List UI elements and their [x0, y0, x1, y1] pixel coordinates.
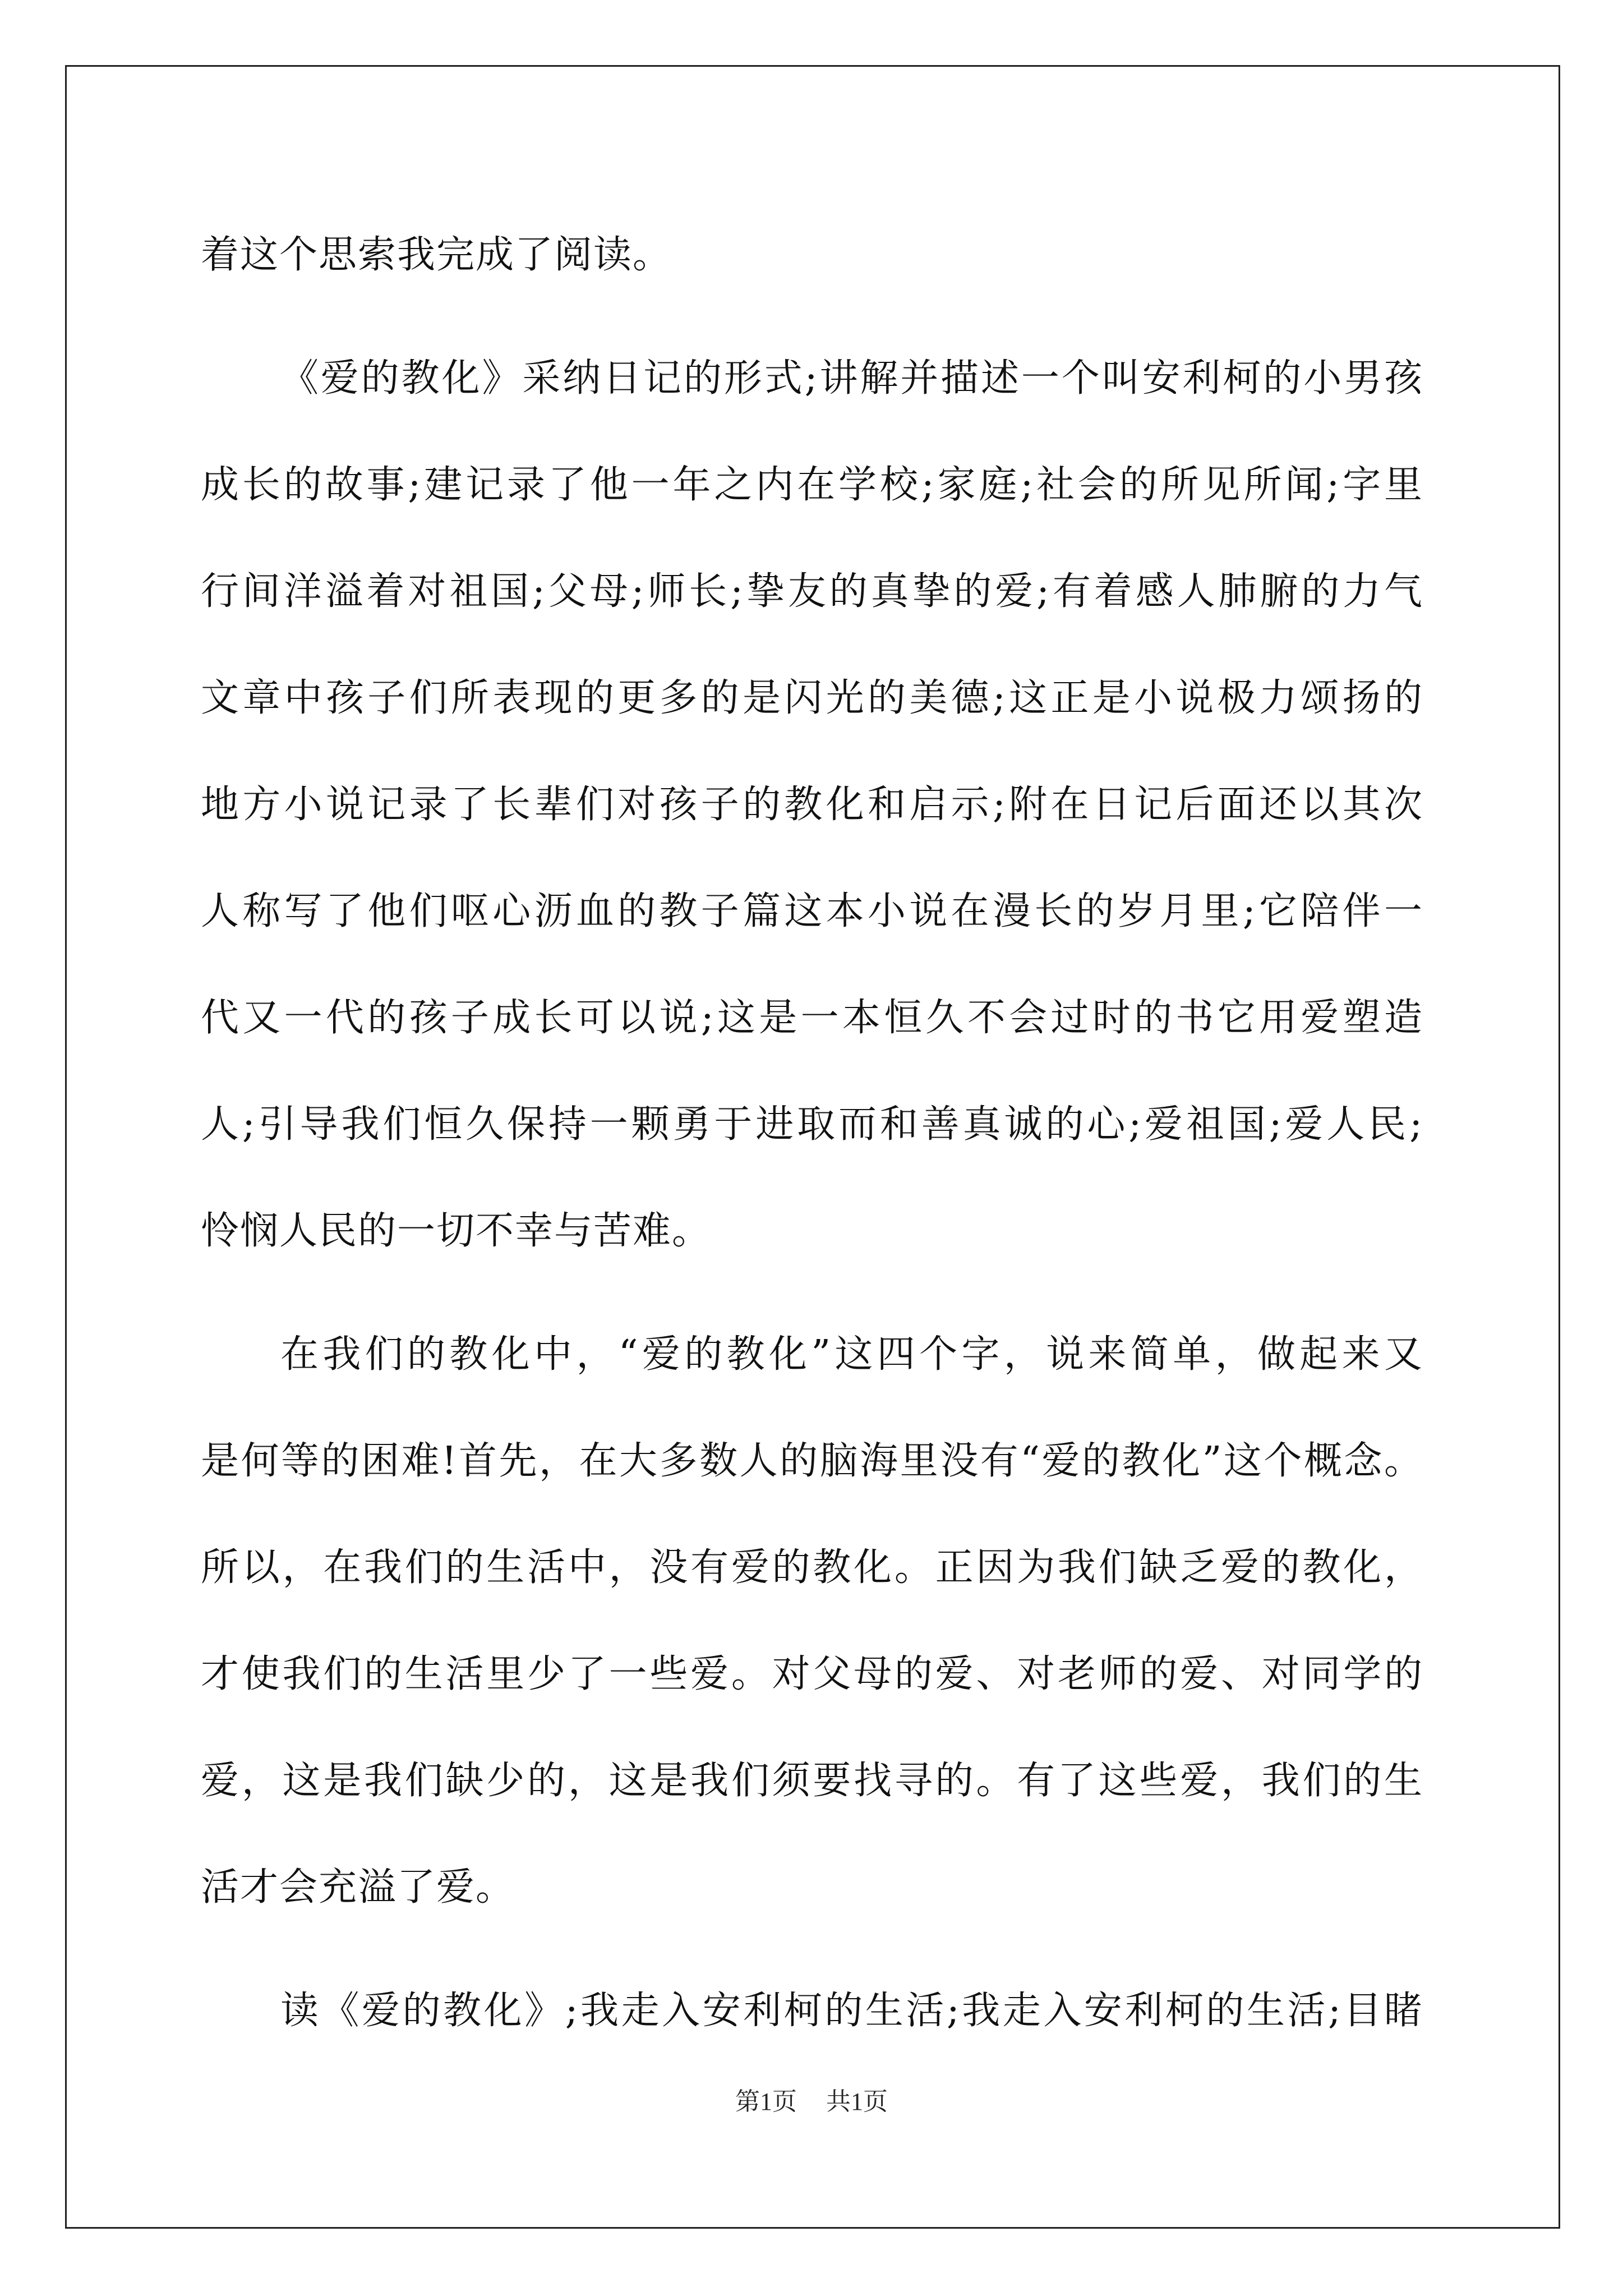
paragraph-gap: [201, 1285, 1423, 1301]
paragraph-line: 读《爱的教化》;我走入安利柯的生活;我走入安利柯的生活;目睹: [280, 1989, 1423, 2033]
paragraph-gap: [201, 1941, 1423, 1958]
paragraph-line: 才使我们的生活里少了一些爱。对父母的爱、对老师的爱、对同学的: [201, 1652, 1423, 1696]
page-number: 第1页: [735, 2088, 797, 2115]
paragraph-line: 行间洋溢着对祖国;父母;师长;挚友的真挚的爱;有着感人肺腑的力气: [201, 569, 1423, 614]
paragraph-line: 是何等的困难!首先，在大多数人的脑海里没有“爱的教化”这个概念。: [201, 1439, 1423, 1483]
page-footer: [0, 2085, 1623, 2119]
paragraph-line: 文章中孩子们所表现的更多的是闪光的美德;这正是小说极力颂扬的: [201, 676, 1423, 720]
page-total: 共1页: [826, 2088, 888, 2115]
paragraph-line: 活才会充溢了爱。: [201, 1865, 515, 1910]
paragraph-line: 地方小说记录了长辈们对孩子的教化和启示;附在日记后面还以其次: [201, 783, 1423, 827]
paragraph-line: 所以，在我们的生活中，没有爱的教化。正因为我们缺乏爱的教化，: [201, 1545, 1423, 1590]
paragraph-line: 人;引导我们恒久保持一颗勇于进取而和善真诚的心;爱祖国;爱人民;: [201, 1102, 1423, 1147]
paragraph-line: 《爱的教化》采纳日记的形式;讲解并描述一个叫安利柯的小男孩: [280, 356, 1423, 401]
paragraph-line: 在我们的教化中，“爱的教化”这四个字，说来简单，做起来又: [280, 1332, 1423, 1377]
paragraph-line: 代又一代的孩子成长可以说;这是一本恒久不会过时的书它用爱塑造: [201, 996, 1423, 1040]
paragraph-line: 着这个思索我完成了阅读。: [201, 233, 672, 277]
paragraph-line: 成长的故事;建记录了他一年之内在学校;家庭;社会的所见所闻;字里: [201, 463, 1423, 507]
document-body: [201, 202, 1423, 2064]
paragraph-gap: [201, 309, 1423, 325]
paragraph-line: 怜悯人民的一切不幸与苦难。: [201, 1209, 712, 1253]
paragraph-line: 爱，这是我们缺少的，这是我们须要找寻的。有了这些爱，我们的生: [201, 1759, 1423, 1803]
paragraph-line: 人称写了他们呕心沥血的教子篇这本小说在漫长的岁月里;它陪伴一: [201, 889, 1423, 933]
